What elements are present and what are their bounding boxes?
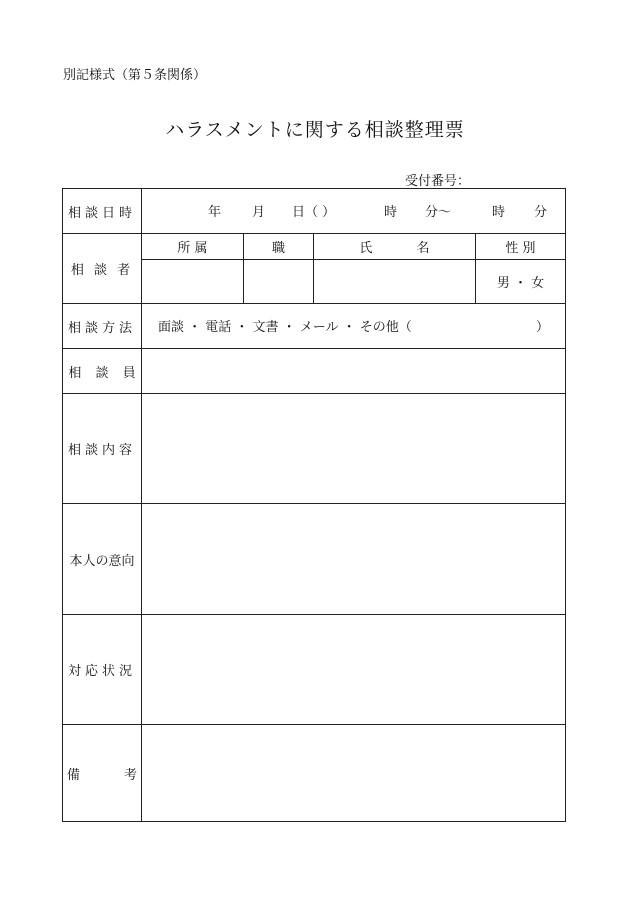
- hour-from-label: 時: [384, 205, 398, 220]
- counselor-label: 相 談 員: [63, 349, 142, 394]
- consult-date-label: 相談日時: [63, 189, 142, 234]
- counselor-field[interactable]: [142, 349, 566, 394]
- sex-header: 性 別: [476, 234, 566, 260]
- affiliation-field[interactable]: [142, 260, 244, 304]
- day-label: 日（ ）: [292, 205, 336, 220]
- remarks-field[interactable]: [142, 725, 566, 822]
- method-label: 相談方法: [63, 304, 142, 349]
- month-label: 月: [252, 205, 266, 220]
- document-title: ハラスメントに関する相談整理票: [165, 119, 465, 141]
- form-reference: 別記様式（第５条関係）: [63, 68, 207, 83]
- consult-date-cell[interactable]: [142, 189, 566, 234]
- consultation-record-table: [62, 188, 566, 822]
- consult-date-row: [63, 189, 566, 234]
- position-field[interactable]: [244, 260, 314, 304]
- content-row: [63, 394, 566, 504]
- remarks-label: 備 考: [63, 725, 142, 822]
- position-header: 職: [244, 234, 314, 260]
- year-label: 年: [208, 205, 222, 220]
- minute-from-label: 分〜: [425, 205, 452, 220]
- sex-options[interactable]: 男 ・ 女: [476, 260, 566, 304]
- method-options: 面談 ・ 電話 ・ 文書 ・ メール ・ その他（: [158, 320, 412, 335]
- intention-row: [63, 504, 566, 615]
- counselor-row: [63, 349, 566, 394]
- method-row: [63, 304, 566, 349]
- method-close-paren: ）: [536, 320, 550, 335]
- reception-number-label: 受付番号：: [405, 174, 471, 189]
- content-label: 相談内容: [63, 394, 142, 504]
- name-header: 氏 名: [314, 234, 476, 260]
- affiliation-header: 所 属: [142, 234, 244, 260]
- response-row: [63, 615, 566, 725]
- remarks-row: [63, 725, 566, 822]
- name-field[interactable]: [314, 260, 476, 304]
- response-label: 対応状況: [63, 615, 142, 725]
- hour-to-label: 時: [492, 205, 506, 220]
- content-field[interactable]: [142, 394, 566, 504]
- intention-field[interactable]: [142, 504, 566, 615]
- consultant-label: 相 談 者: [63, 234, 142, 304]
- consultant-header-row: [63, 234, 566, 260]
- response-field[interactable]: [142, 615, 566, 725]
- method-cell[interactable]: [142, 304, 566, 349]
- intention-label: 本人の意向: [63, 504, 142, 615]
- minute-to-label: 分: [534, 205, 548, 220]
